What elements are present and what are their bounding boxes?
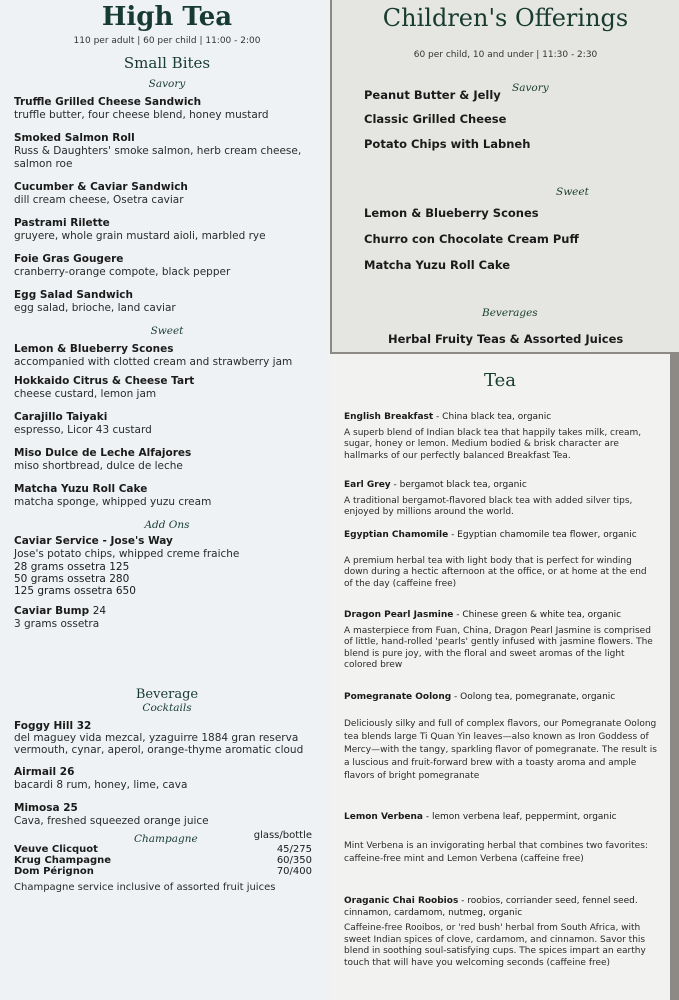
menu-item — [14, 411, 320, 437]
tea-item: Lemon Verbena - lemon verbena leaf, peppermint, organic Mint Verbena is an invigorating herbal that combines two favorites: caffeine-free mint and Lemon Verbena (caffeine free) — [344, 812, 648, 864]
tea-item: English Breakfast - China black tea, organic A superb blend of Indian black tea that happily takes milk, cream, sugar, honey or lemon. Medium bodied & brisk character are hallmarks of our perfectly balanced Breakfast Tea. — [344, 412, 642, 461]
children-sweet-item: Lemon & Blueberry Scones — [364, 206, 539, 220]
item-desc: truffle butter, four cheese blend, honey mustard — [14, 109, 269, 121]
menu-item — [14, 289, 320, 315]
menu-item — [14, 217, 320, 243]
champagne-label: Champagne — [134, 833, 198, 845]
beverage-heading: Beverage — [135, 687, 199, 702]
item-name: Matcha Yuzu Roll Cake — [14, 483, 148, 495]
savory-list — [14, 96, 320, 315]
children-sweet-item: Matcha Yuzu Roll Cake — [364, 258, 511, 272]
item-name: Smoked Salmon Roll — [14, 132, 135, 144]
addons-label: Add Ons — [144, 519, 190, 531]
menu-item — [14, 132, 320, 171]
cocktail-item: Mimosa 25 Cava, freshed squeezed orange juice — [14, 802, 209, 827]
high-tea-hours: 110 per adult | 60 per child | 11:00 - 2:00 — [73, 36, 261, 46]
item-desc: matcha sponge, whipped yuzu cream — [14, 496, 212, 508]
children-hours: 60 per child, 10 and under | 11:30 - 2:30 — [413, 50, 598, 60]
item-desc: gruyere, whole grain mustard aioli, marbled rye — [14, 230, 266, 242]
children-title: Children's Offerings — [382, 4, 629, 32]
champagne-note: Champagne service inclusive of assorted fruit juices — [14, 882, 276, 893]
item-name: Truffle Grilled Cheese Sandwich — [14, 96, 202, 108]
children-beverages-label: Beverages — [482, 307, 538, 319]
tea-item: Pomegranate Oolong - Oolong tea, pomegranate, organic Deliciously silky and full of complex flavors, our Pomegranate Oolong tea blends large Ti Quan Yin leaves—also known as Iron Goddess of Mercy—with the tangy, sparkling flavor of pomegranate. The result is a luscious and fruit-forward brew with a toasty aroma and ample flavors of bright pomegranate — [344, 692, 657, 781]
item-desc: espresso, Licor 43 custard — [14, 424, 152, 436]
small-bites-heading: Small Bites — [123, 54, 211, 72]
children-savory-item: Potato Chips with Labneh — [364, 137, 531, 151]
item-name: Miso Dulce de Leche Alfajores — [14, 447, 192, 459]
children-savory-item: Classic Grilled Cheese — [364, 112, 507, 126]
menu-item — [14, 483, 320, 509]
champagne-item: Krug Champagne 60/350 — [14, 855, 312, 866]
children-panel — [332, 0, 679, 352]
cocktail-item: Foggy Hill 32 del maguey vida mezcal, yzaguirre 1884 gran reserva vermouth, cynar, aperol, orange-thyme aromatic cloud — [14, 720, 304, 756]
menu-item — [14, 181, 320, 207]
savory-label: Savory — [148, 78, 186, 90]
tea-title: Tea — [484, 370, 516, 391]
item-name: Foie Gras Gougere — [14, 253, 124, 265]
item-name: Carajillo Taiyaki — [14, 411, 108, 423]
caviar-service-desc: Jose's potato chips, whipped creme fraiche — [14, 548, 240, 560]
item-desc: miso shortbread, dulce de leche — [14, 460, 183, 472]
caviar-option: 28 grams ossetra 125 — [14, 561, 130, 573]
tea-item: Dragon Pearl Jasmine - Chinese green & white tea, organic A masterpiece from Fuan, China, Dragon Pearl Jasmine is comprised of little, hand-rolled 'pearls' gently infused with jasmine flowers. The blend is pure joy, with the floral and sweet aromas of the light colored brew — [344, 610, 653, 670]
item-name: Lemon & Blueberry Scones — [14, 343, 174, 355]
cocktails-list — [14, 720, 320, 828]
children-savory-item: Peanut Butter & Jelly — [364, 88, 501, 102]
champagne-item: Dom Pérignon 70/400 — [14, 866, 312, 877]
item-name: Pastrami Rilette — [14, 217, 110, 229]
tea-item: Egyptian Chamomile - Egyptian chamomile tea flower, organic A premium herbal tea with light body that is perfect for winding down during a hectic afternoon at the office, or at home at the end of the day (caffeine free) — [344, 530, 647, 589]
item-desc: cranberry-orange compote, black pepper — [14, 266, 231, 278]
item-name: Egg Salad Sandwich — [14, 289, 134, 301]
tea-item: Oraganic Chai Roobios - roobios, corriander seed, fennel seed. cinnamon, cardamom, nutmeg, organic Caffeine-free Rooibos, or 'red bush' herbal from South Africa, with sweet Indian spices of clove, cardamom, and cinnamon. Savor this blend in soothing soul-satisfying cups. The spices impart an earthy touch that will have you welcoming seconds (caffeine free) — [344, 896, 646, 968]
item-name: Hokkaido Citrus & Cheese Tart — [14, 375, 195, 387]
high-tea-panel — [0, 0, 330, 1000]
children-sweet-item: Churro con Chocolate Cream Puff — [364, 232, 579, 246]
caviar-bump-name: Caviar Bump 24 — [14, 605, 107, 617]
menu-item — [14, 343, 320, 369]
caviar-service-name: Caviar Service - Jose's Way — [14, 535, 173, 547]
children-beverage: Herbal Fruity Teas & Assorted Juices — [388, 332, 624, 346]
item-name: Cucumber & Caviar Sandwich — [14, 181, 188, 193]
cocktail-item: Airmail 26 bacardi 8 rum, honey, lime, cava — [14, 766, 188, 791]
tea-item: Earl Grey - bergamot black tea, organic A traditional bergamot-flavored black tea with added silver tips, enjoyed by millions around the world. — [344, 480, 633, 517]
sweet-list — [14, 343, 320, 509]
item-desc: accompanied with clotted cream and strawberry jam — [14, 356, 293, 368]
menu-item — [14, 375, 320, 401]
champagne-header — [14, 830, 320, 844]
caviar-service — [14, 535, 320, 597]
item-desc: egg salad, brioche, land caviar — [14, 302, 176, 314]
item-desc: Russ & Daughters' smoke salmon, herb cream cheese, salmon roe — [14, 145, 302, 170]
tea-panel — [330, 354, 670, 1000]
glass-bottle-label: glass/bottle — [253, 830, 312, 841]
champagne-item: Veuve Clicquot 45/275 — [14, 844, 312, 855]
menu-item — [14, 253, 320, 279]
high-tea-title: High Tea — [101, 2, 233, 32]
caviar-option: 50 grams ossetra 280 — [14, 573, 130, 585]
champagne-list — [14, 844, 320, 877]
item-desc: cheese custard, lemon jam — [14, 388, 157, 400]
menu-item — [14, 447, 320, 473]
sweet-label: Sweet — [150, 325, 184, 337]
item-desc: dill cream cheese, Osetra caviar — [14, 194, 184, 206]
menu-item — [14, 96, 320, 122]
cocktails-label: Cocktails — [142, 702, 192, 714]
caviar-bump — [14, 605, 320, 631]
caviar-bump-desc: 3 grams ossetra — [14, 618, 100, 630]
caviar-option: 125 grams ossetra 650 — [14, 585, 136, 597]
children-savory-label: Savory — [512, 82, 549, 94]
children-sweet-label: Sweet — [556, 186, 589, 198]
